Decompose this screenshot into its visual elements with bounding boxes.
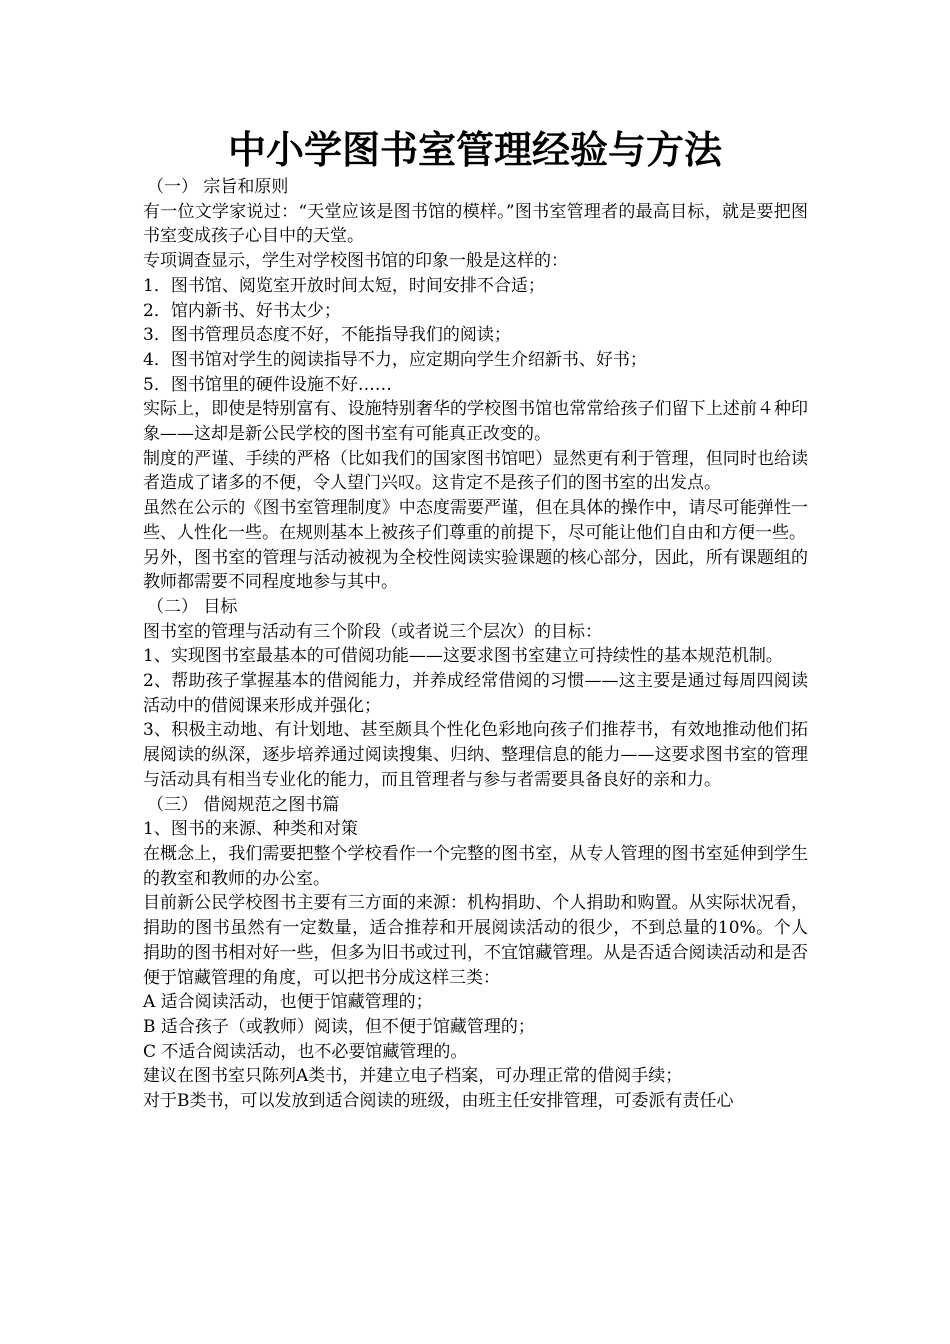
paragraph: 1．图书馆、阅览室开放时间太短，时间安排不合适； xyxy=(143,275,545,296)
paragraph: 1、实现图书室最基本的可借阅功能——这要求图书室建立可持续性的基本规范机制。 xyxy=(143,646,783,667)
paragraph: 图书室的管理与活动有三个阶段（或者说三个层次）的目标： xyxy=(143,621,602,642)
paragraph: 2、帮助孩子掌握基本的借阅能力，并养成经常借阅的习惯——这主要是通过每周四阅读活动中的借阅课来形成并强化； xyxy=(143,671,808,716)
paragraph: 专项调查显示，学生对学校图书馆的印象一般是这样的： xyxy=(143,251,568,272)
section-heading: （三） 借阅规范之图书篇 xyxy=(147,794,340,815)
document-title: 中小学图书室管理经验与方法 xyxy=(227,127,722,172)
paragraph: A 适合阅读活动，也便于馆藏管理的； xyxy=(143,992,433,1013)
paragraph: 2．馆内新书、好书太少； xyxy=(143,300,341,321)
paragraph: 在概念上，我们需要把整个学校看作一个完整的图书室，从专人管理的图书室延伸到学生的教室和教师的办公室。 xyxy=(143,843,808,889)
paragraph: 4．图书馆对学生的阅读指导不力，应定期向学生介绍新书、好书； xyxy=(143,349,647,370)
paragraph: 建议在图书室只陈列A类书，并建立电子档案，可办理正常的借阅手续； xyxy=(143,1066,683,1087)
paragraph: C 不适合阅读活动，也不必要馆藏管理的。 xyxy=(143,1041,468,1062)
paragraph: 5．图书馆里的硬件设施不好…… xyxy=(143,374,392,395)
paragraph: 3、积极主动地、有计划地、甚至颇具个性化色彩地向孩子们推荐书，有效地推动他们拓展阅读的纵深，逐步培养通过阅读搜集、归纳、整理信息的能力——这要求图书室的管理与活动具有相当专业化的能力，而且管理者与参与者需要具备良好的亲和力。 xyxy=(143,720,808,790)
paragraph: 实际上，即使是特别富有、设施特别奢华的学校图书馆也常常给孩子们留下上述前４种印象——这却是新公民学校的图书室有可能真正改变的。 xyxy=(143,399,808,445)
document-body xyxy=(143,175,808,1114)
section-heading: （二） 目标 xyxy=(147,596,238,617)
paragraph: 有一位文学家说过：“天堂应该是图书馆的模样。”图书室管理者的最高目标，就是要把图书室变成孩子心目中的天堂。 xyxy=(143,201,808,247)
paragraph: 虽然在公示的《图书室管理制度》中态度需要严谨，但在具体的操作中，请尽可能弹性一些、人性化一些。在规则基本上被孩子们尊重的前提下，尽可能让他们自由和方便一些。 xyxy=(143,498,808,543)
paragraph: 目前新公民学校图书主要有三方面的来源：机构捐助、个人捐助和购置。从实际状况看，捐助的图书虽然有一定数量，适合推荐和开展阅读活动的很少，不到总量的10%。个人捐助的图书相对好一些，但多为旧书或过刊，不宜馆藏管理。从是否适合阅读活动和是否便于馆藏管理的角度，可以把书分成这样三类： xyxy=(143,893,808,988)
section-heading: （一） 宗旨和原则 xyxy=(147,177,289,197)
paragraph: 另外，图书室的管理与活动被视为全校性阅读实验课题的核心部分，因此，所有课题组的教师都需要不同程度地参与其中。 xyxy=(143,547,808,593)
paragraph: 1、图书的来源、种类和对策 xyxy=(143,819,358,840)
paragraph: 制度的严谨、手续的严格（比如我们的国家图书馆吧）显然更有利于管理，但同时也给读者造成了诸多的不便，令人望门兴叹。这肯定不是孩子们的图书室的出发点。 xyxy=(143,448,808,494)
paragraph: 对于B类书，可以发放到适合阅读的班级，由班主任安排管理，可委派有责任心 xyxy=(143,1091,734,1112)
paragraph: B 适合孩子（或教师）阅读，但不便于馆藏管理的； xyxy=(143,1016,535,1037)
paragraph: 3．图书管理员态度不好，不能指导我们的阅读； xyxy=(143,325,511,346)
